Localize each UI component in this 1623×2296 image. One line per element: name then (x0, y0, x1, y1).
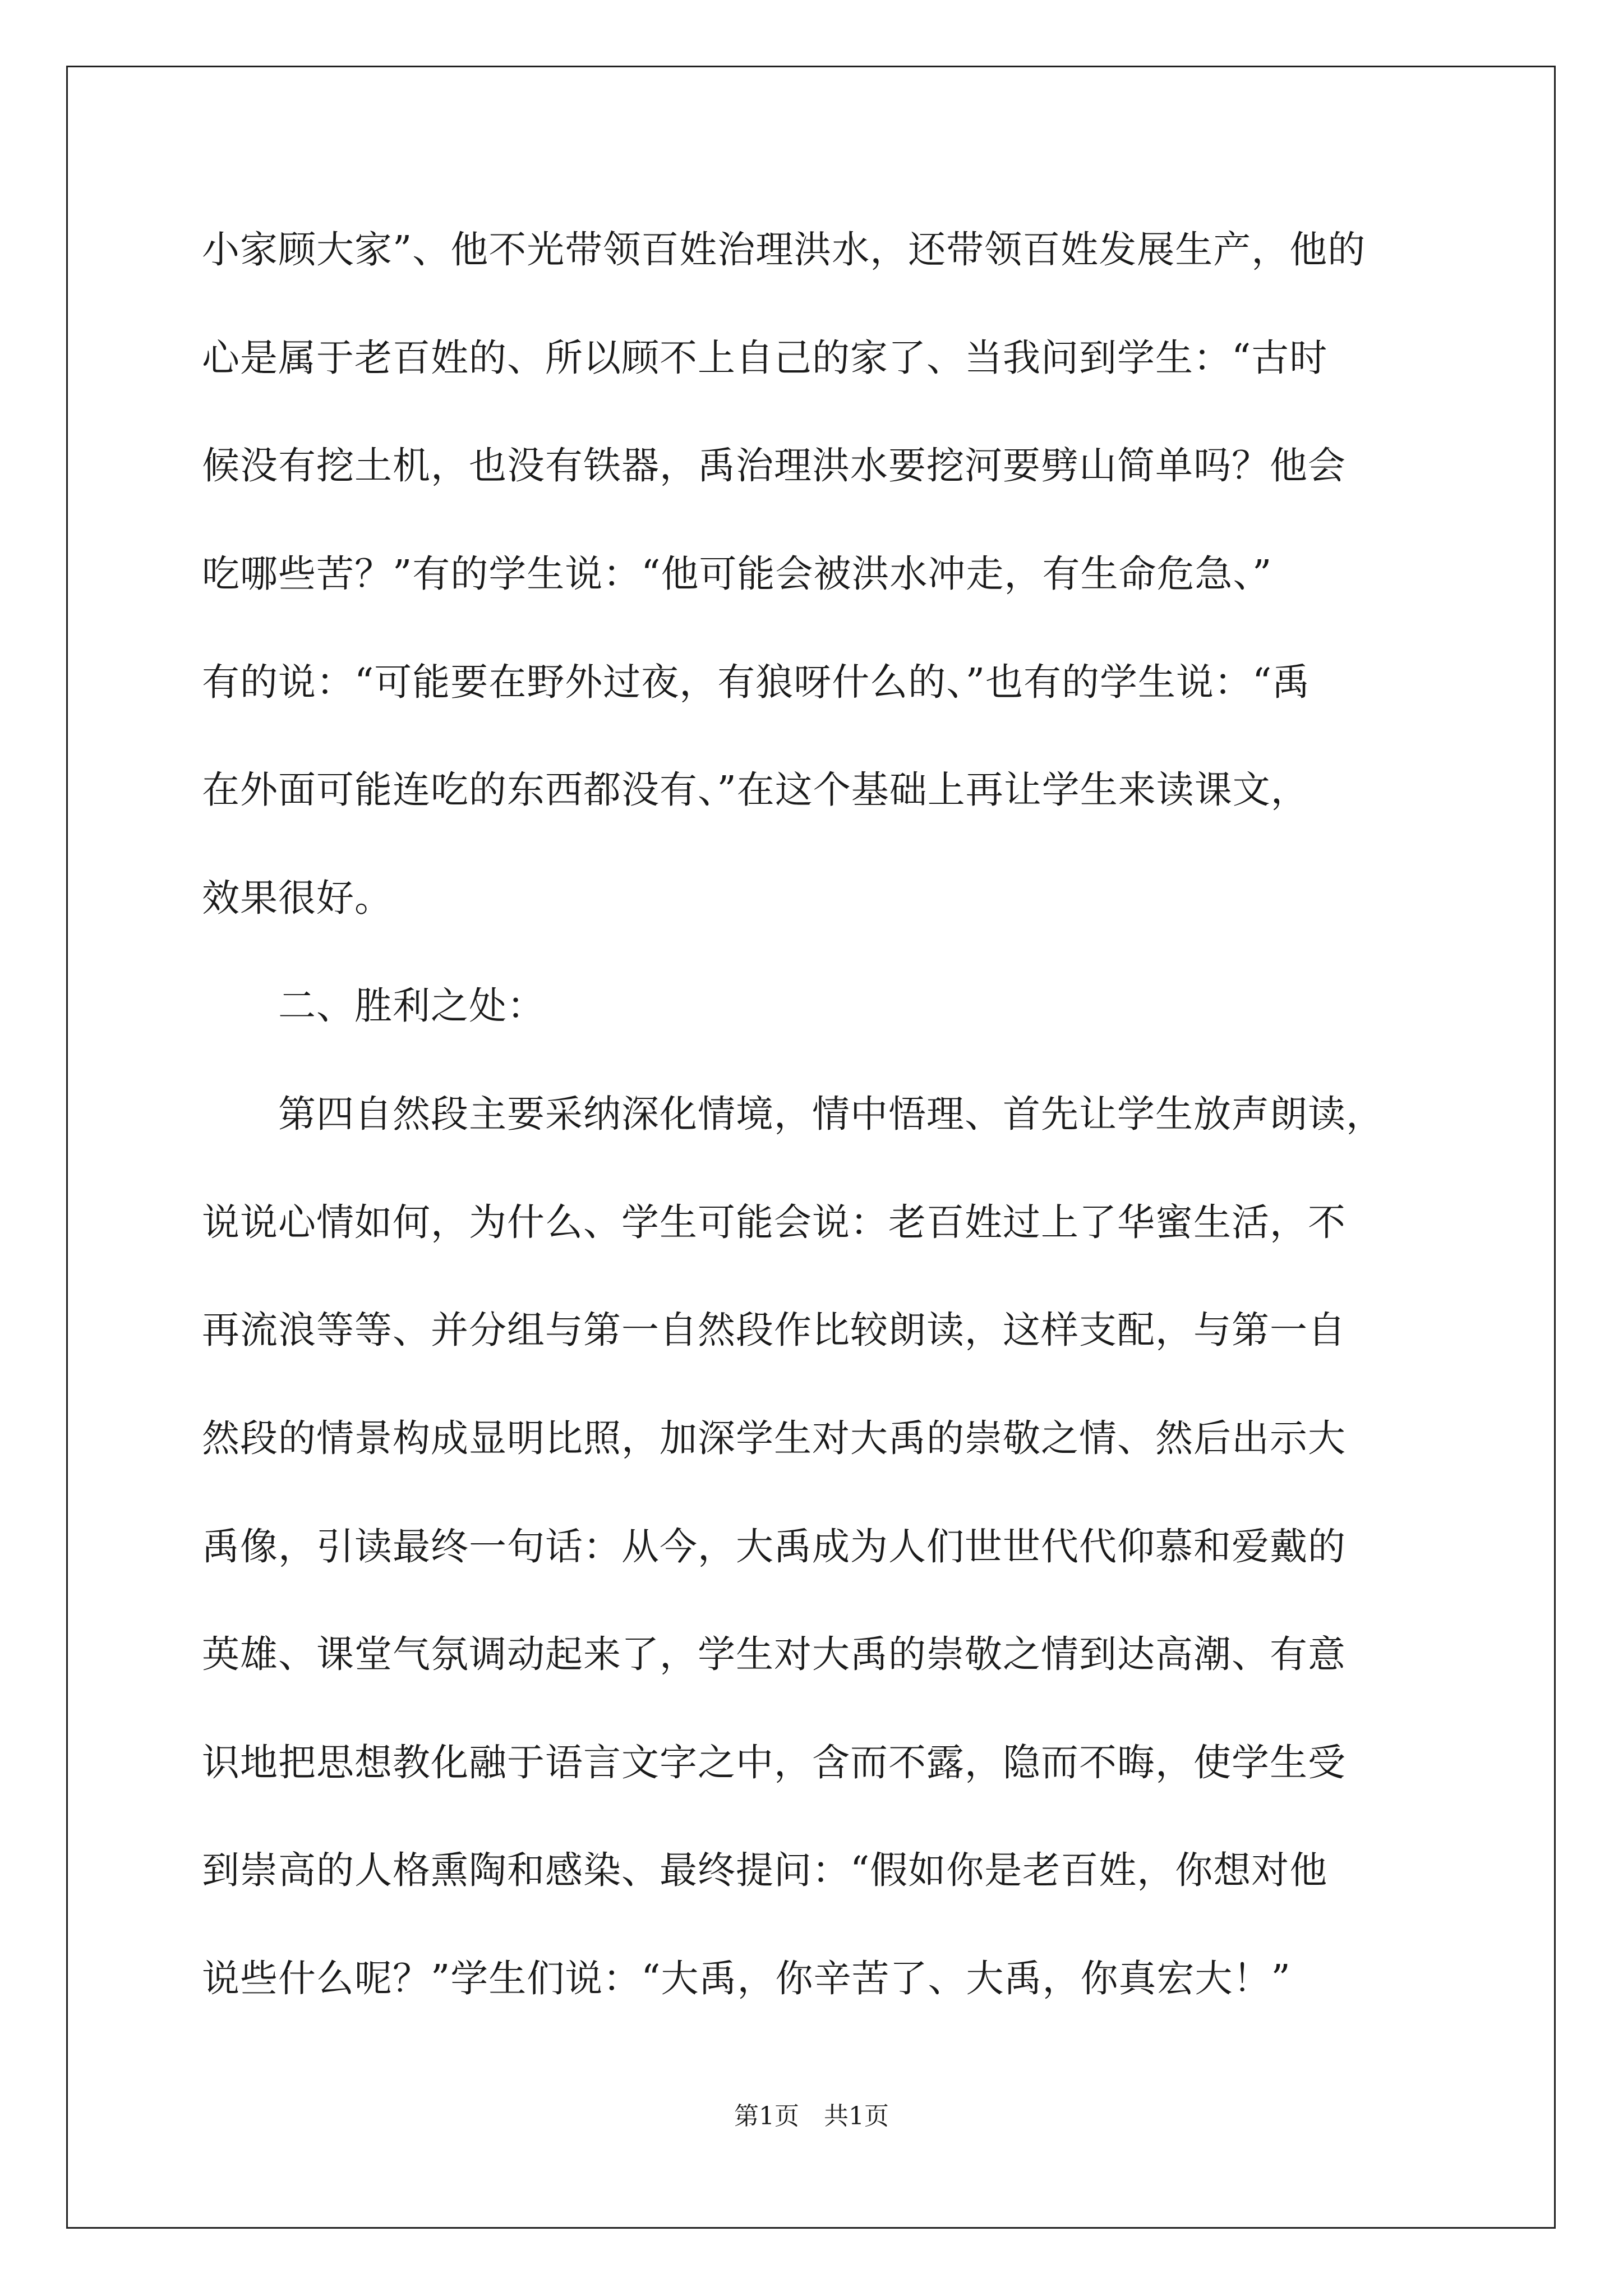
text-line: 吃哪些苦？”有的学生说：“他可能会被洪水冲走，有生命危急、” (202, 552, 1272, 596)
text-line: 第四自然段主要采纳深化情境，情中悟理、首先让学生放声朗读， (202, 1092, 1384, 1136)
page-border (66, 66, 1556, 2229)
section-heading: 二、胜利之处： (202, 984, 545, 1028)
text-line: 识地把思想教化融于语言文字之中，含而不露，隐而不晦，使学生受 (202, 1741, 1346, 1784)
text-line: 然段的情景构成显明比照，加深学生对大禹的崇敬之情、然后出示大 (202, 1416, 1346, 1460)
text-line: 再流浪等等、并分组与第一自然段作比较朗读，这样支配，与第一自 (202, 1308, 1346, 1352)
text-line: 有的说：“可能要在野外过夜，有狼呀什么的、”也有的学生说：“禹 (202, 660, 1311, 704)
text-line: 候没有挖土机，也没有铁器，禹治理洪水要挖河要劈山简单吗？他会 (202, 444, 1346, 487)
text-line: 小家顾大家”、他不光带领百姓治理洪水，还带领百姓发展生产，他的 (202, 228, 1366, 272)
text-line: 效果很好。 (202, 876, 393, 920)
text-line: 禹像，引读最终一句话：从今，大禹成为人们世世代代仰慕和爱戴的 (202, 1525, 1346, 1568)
page-number-footer: 第1页 共1页 (734, 2102, 889, 2131)
text-line: 心是属于老百姓的、所以顾不上自己的家了、当我问到学生：“古时 (202, 336, 1328, 380)
text-line: 在外面可能连吃的东西都没有、”在这个基础上再让学生来读课文， (202, 768, 1309, 812)
text-line: 到崇高的人格熏陶和感染、最终提问：“假如你是老百姓，你想对他 (202, 1848, 1328, 1892)
text-line: 英雄、课堂气氛调动起来了，学生对大禹的崇敬之情到达高潮、有意 (202, 1632, 1346, 1676)
text-line: 说些什么呢？”学生们说：“大禹，你辛苦了、大禹，你真宏大！” (202, 1957, 1291, 2000)
text-line: 说说心情如何，为什么、学生可能会说：老百姓过上了华蜜生活，不 (202, 1200, 1346, 1244)
